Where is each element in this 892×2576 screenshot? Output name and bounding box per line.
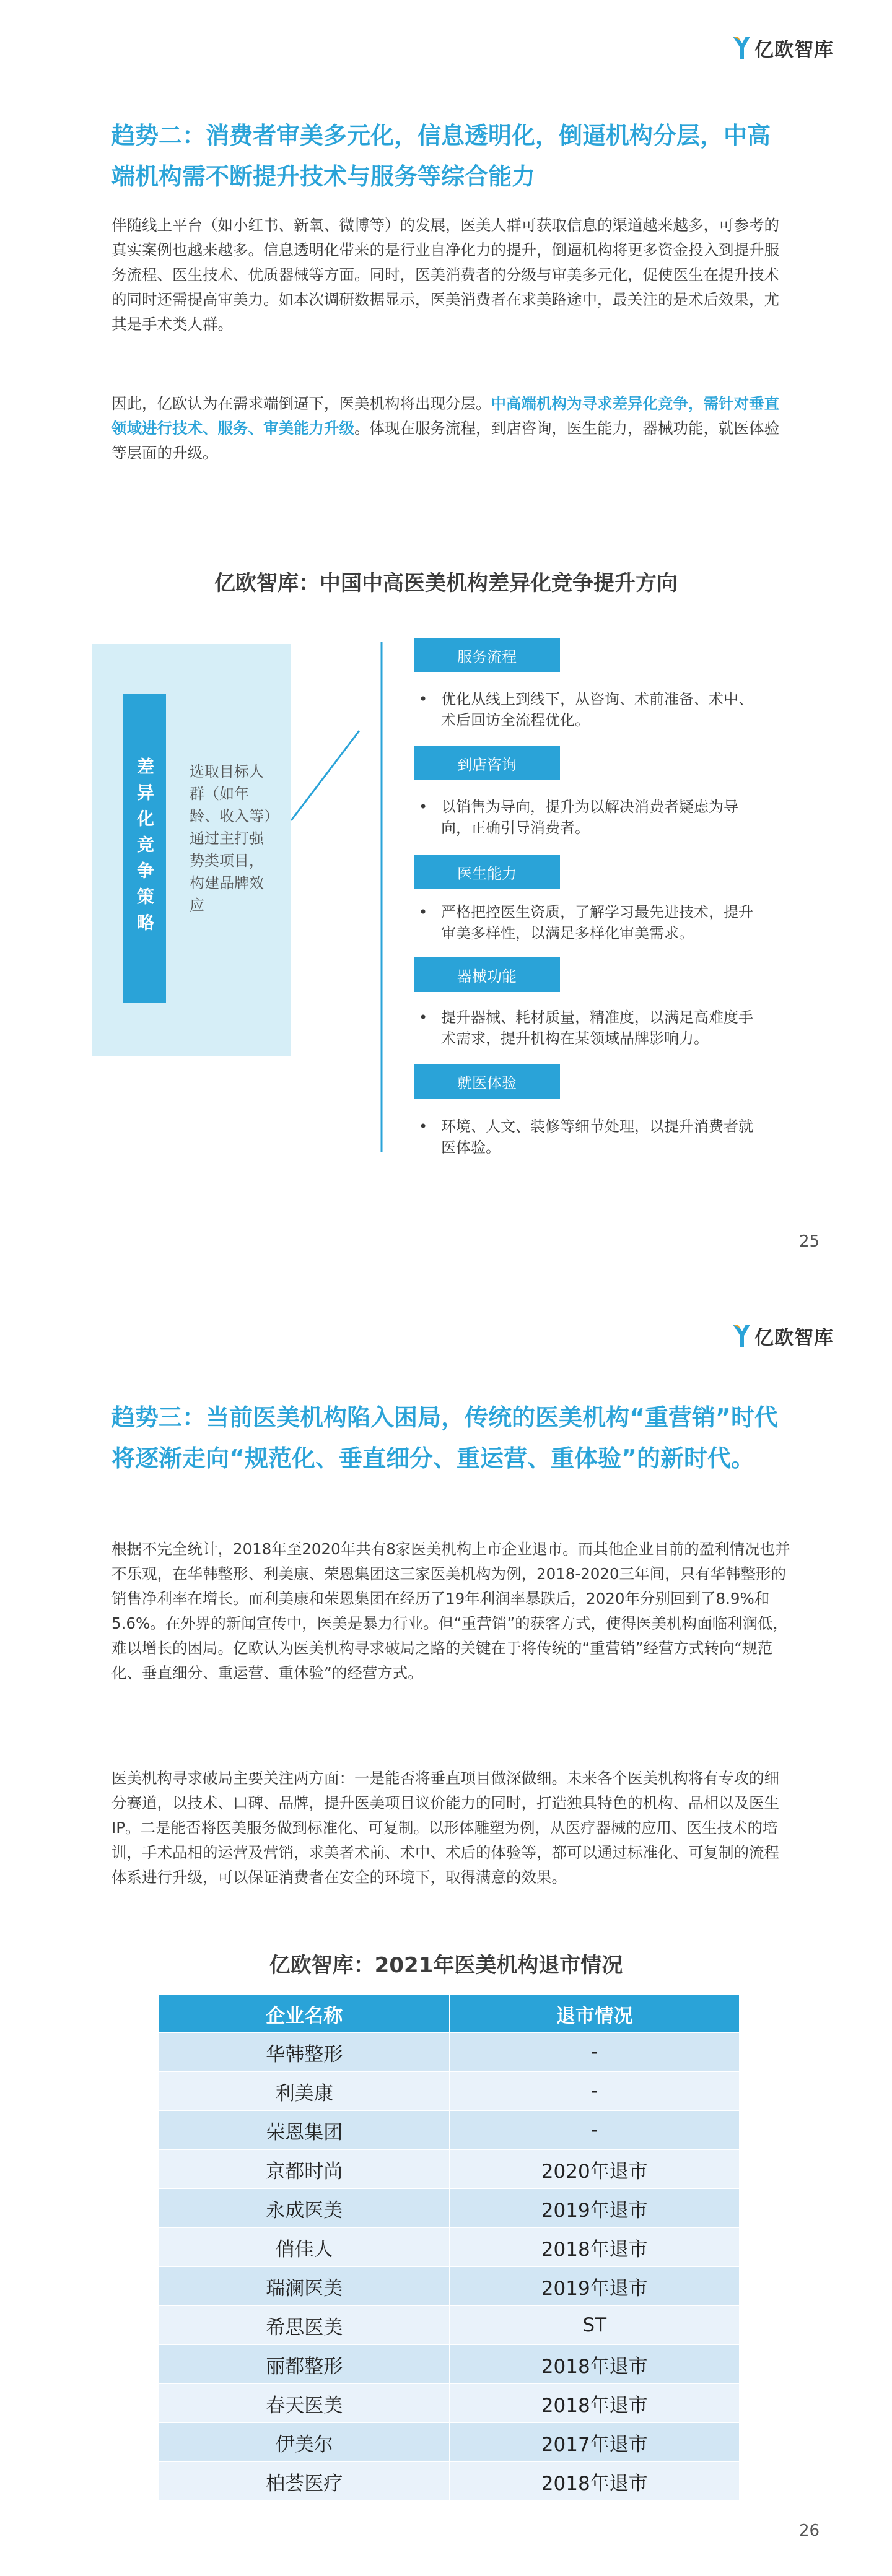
company-cell: 瑞澜医美 xyxy=(159,2267,450,2306)
strategy-vertical-label: 差异化竞争策略 xyxy=(123,694,166,1003)
status-cell: - xyxy=(450,2033,740,2072)
company-cell: 希思医美 xyxy=(159,2306,450,2345)
table-row xyxy=(159,2345,740,2384)
category-service-process: 服务流程 xyxy=(414,638,560,672)
company-cell: 柏荟医疗 xyxy=(159,2462,450,2501)
table-row xyxy=(159,2189,740,2228)
category-experience: 就医体验 xyxy=(414,1064,560,1099)
figure-title: 亿欧智库：中国中高医美机构差异化竞争提升方向 xyxy=(214,571,678,596)
strategy-description: 选取目标人群（如年龄、收入等）通过主打强势类项目，构建品牌效应 xyxy=(190,763,271,914)
table-row xyxy=(159,2423,740,2462)
company-cell: 京都时尚 xyxy=(159,2150,450,2189)
table-row xyxy=(159,2306,740,2345)
col-header-company: 企业名称 xyxy=(159,1995,450,2033)
col-header-status: 退市情况 xyxy=(450,1995,740,2033)
logo-text: 亿欧智库 xyxy=(754,38,834,61)
delisting-table xyxy=(159,1995,740,2501)
logo-text: 亿欧智库 xyxy=(754,1326,834,1349)
status-cell: - xyxy=(450,2072,740,2111)
bullet-consultation: • 以销售为导向，提升为以解决消费者疑虑为导向，正确引导消费者。 xyxy=(419,798,738,837)
category-consultation: 到店咨询 xyxy=(414,746,560,780)
table-row xyxy=(159,2462,740,2501)
company-cell: 俏佳人 xyxy=(159,2228,450,2267)
company-cell: 丽都整形 xyxy=(159,2345,450,2384)
logo xyxy=(731,1320,834,1351)
bullet-experience: • 环境、人文、装修等细节处理，以提升消费者就医体验。 xyxy=(419,1118,753,1156)
bullet-doctor-ability: • 严格把控医生资质，了解学习最先进技术，提升审美多样性，以满足多样化审美需求。 xyxy=(419,903,753,942)
company-cell: 荣恩集团 xyxy=(159,2111,450,2150)
table-header-row xyxy=(159,1995,740,2033)
company-cell: 华韩整形 xyxy=(159,2033,450,2072)
company-cell: 利美康 xyxy=(159,2072,450,2111)
bullet-service-process: • 优化从线上到线下，从咨询、术前准备、术中、术后回访全流程优化。 xyxy=(419,690,753,729)
table-row xyxy=(159,2267,740,2306)
bullet-device-function: • 提升器械、耗材质量，精准度，以满足高难度手术需求，提升机构在某领域品牌影响力。 xyxy=(419,1009,753,1047)
trend-2-paragraph-1: 伴随线上平台（如小红书、新氧、微博等）的发展，医美人群可获取信息的渠道越来越多，可参考的真实案例也越来越多。信息透明化带来的是行业自净化力的提升，倒逼机构将更多资金投入到提升服务流程、医生技术、优质器械等方面。同时，医美消费者的分级与审美多元化，促使医生在提升技术的同时还需提高审美力。如本次调研数据显示，医美消费者在求美路途中，最关注的是术后效果，尤其是手术类人群。 xyxy=(112,216,779,333)
category-device-function: 器械功能 xyxy=(414,957,560,992)
table-row xyxy=(159,2072,740,2111)
table-row xyxy=(159,2150,740,2189)
status-cell: 2017年退市 xyxy=(450,2423,740,2462)
category-doctor-ability: 医生能力 xyxy=(414,855,560,889)
trend-2-title: 趋势二：消费者审美多元化，信息透明化，倒逼机构分层，中高端机构需不断提升技术与服务等综合能力 xyxy=(112,122,771,190)
table-row xyxy=(159,2228,740,2267)
highlight-text: 中高端机构为寻求差异化竞争，需针对垂直领域进行技术、服务、审美能力升级 xyxy=(112,394,779,437)
status-cell: 2018年退市 xyxy=(450,2228,740,2267)
table-row xyxy=(159,2111,740,2150)
status-cell: 2018年退市 xyxy=(450,2384,740,2423)
page-number: 25 xyxy=(799,1232,820,1251)
status-cell: ST xyxy=(450,2306,740,2345)
page-number: 26 xyxy=(799,2522,820,2540)
trend-3-paragraph-1: 根据不完全统计，2018年至2020年共有8家医美机构上市企业退市。而其他企业目前的盈利情况也并不乐观，在华韩整形、利美康、荣恩集团这三家医美机构为例，2018-2020三年间，只有华韩整形的销售净利率在增长。而利美康和荣恩集团在经历了19年利润率暴跌后，2020年分别回到了8.9%和5.6%。在外界的新闻宣传中，医美是暴力行业。但“重营销”的获客方式，使得医美机构面临利润低，难以增长的困局。亿欧认为医美机构寻求破局之路的关键在于将传统的“重营销”经营方式转向“规范化、垂直细分、重运营、重体验”的经营方式。 xyxy=(112,1540,790,1682)
company-cell: 伊美尔 xyxy=(159,2423,450,2462)
status-cell: 2019年退市 xyxy=(450,2189,740,2228)
logo-icon xyxy=(731,1322,752,1349)
company-cell: 春天医美 xyxy=(159,2384,450,2423)
status-cell: 2020年退市 xyxy=(450,2150,740,2189)
company-cell: 永成医美 xyxy=(159,2189,450,2228)
status-cell: 2019年退市 xyxy=(450,2267,740,2306)
trend-3-title: 趋势三：当前医美机构陷入困局，传统的医美机构“重营销”时代将逐渐走向“规范化、垂直细分、重运营、重体验”的新时代。 xyxy=(112,1404,778,1472)
table-row xyxy=(159,2384,740,2423)
status-cell: 2018年退市 xyxy=(450,2462,740,2501)
trend-3-paragraph-2: 医美机构寻求破局主要关注两方面：一是能否将垂直项目做深做细。未来各个医美机构将有专攻的细分赛道，以技术、口碑、品牌，提升医美项目议价能力的同时，打造独具特色的机构、品相以及医生IP。二是能否将医美服务做到标准化、可复制。以形体雕塑为例，从医疗器械的应用、医生技术的培训，手术品相的运营及营销，求美者术前、术中、术后的体验等，都可以通过标准化、可复制的流程体系进行升级，可以保证消费者在安全的环境下，取得满意的效果。 xyxy=(112,1769,779,1886)
trend-2-paragraph-2: 因此，亿欧认为在需求端倒逼下，医美机构将出现分层。中高端机构为寻求差异化竞争，需针对垂直领域进行技术、服务、审美能力升级。体现在服务流程，到店咨询，医生能力，器械功能，就医体验等层面的升级。 xyxy=(112,394,779,462)
table-row xyxy=(159,2033,740,2072)
table-title: 亿欧智库：2021年医美机构退市情况 xyxy=(269,1953,623,1978)
status-cell: 2018年退市 xyxy=(450,2345,740,2384)
status-cell: - xyxy=(450,2111,740,2150)
